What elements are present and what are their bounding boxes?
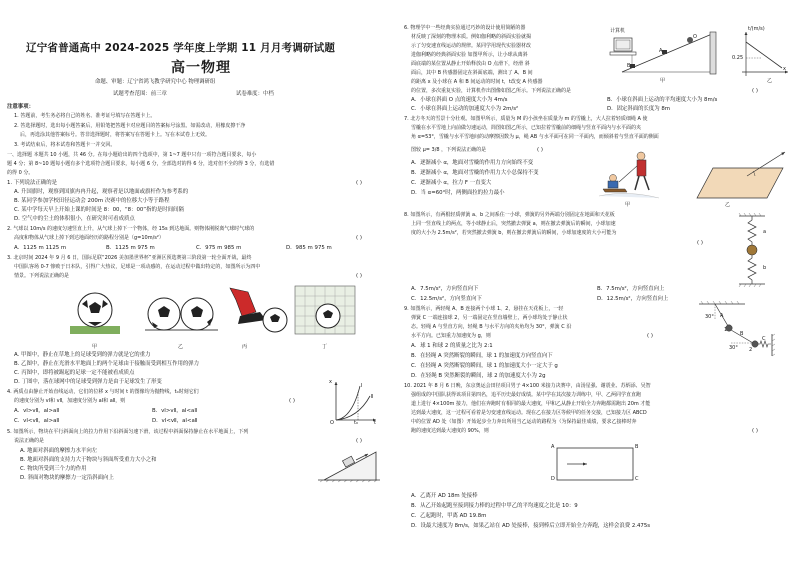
q6-fig-label-o: O — [693, 34, 697, 40]
q5-option-d: D. 斜面对物块的摩擦力一定沿斜面向上 — [20, 475, 114, 481]
q6-stem-line: 进伽利略的经典斜面实验 如图甲所示，让小球从离斜 — [411, 52, 528, 58]
difficulty-label: 试卷难度：中档 — [236, 91, 274, 97]
q8-option-b: B．7.5m/s²，方向竖直向上 — [597, 286, 665, 292]
q6-stem-line: 的距离 x 及小球在 A 和 B 间运动的时间 t，t改变 A 传感器 — [411, 79, 543, 85]
q2-stem-line: 2. 气球以 10m/s 的速度匀速竖直上升，从气球上掉下一个物体，经 15s 到达地面。则物体刚脱离气球时气球的 — [7, 226, 255, 232]
q9-fig-label-b: B — [740, 331, 744, 337]
q8-stem-line: 度的大小为 2.5m/s²，若突然撤去弹簧 b，则在撤去弹簧后的瞬间，小球加速度的大小可能为 — [411, 230, 617, 236]
q8-fig-label-a: a — [763, 229, 767, 235]
q2-option-c: C．975 m 985 m — [196, 245, 242, 251]
q7-stem-line: 角 α=53°，雪橇与水平雪地间的动摩擦因数为 μ，绳 AB 与水平面可在同一平面内，而倾斜着与竖直平面的侧面 — [411, 134, 659, 140]
authors-line: 命题、审题：辽宁省鸿飞教学研究中心 物理调研组 — [95, 79, 216, 85]
q6-stem-line: 材反映了深刻的物理本质。例如伽利略的斜面实验就揭 — [411, 34, 532, 40]
q6-fig-label-jia: 甲 — [660, 78, 666, 84]
q7-option-c: C．逐渐减小 α，拉力 F 一直变大 — [411, 180, 492, 186]
q3-option-d: D. 丁图中，落在球网中的足球受到弹力是由于足球发生了形变 — [14, 379, 162, 385]
q3-label-bing: 丙 — [242, 344, 248, 350]
q4-fig-label-t: t — [374, 420, 376, 426]
q4-fig-label-x: x — [329, 379, 332, 385]
q3-figure-ding-net — [295, 286, 355, 334]
q5-stem-line: 5. 如图所示，物块在平行斜面向上的拉力作用下沿斜面匀速下滑，该过程中斜面保持静止在水平地面上，下列 — [7, 429, 249, 435]
subject-title: 高一物理 — [171, 60, 231, 76]
q1-option-d: D. 空气中的尘土的体积很小，在研究时可看成质点 — [14, 216, 135, 222]
q9-option-c: C．在轻绳 A 突然断裂的瞬间，球 1 的加速度大小一定大于 g — [411, 363, 558, 369]
q10-stem-line: 跑的速度达到最大速度的 90%，则 — [411, 428, 489, 434]
q6-fig-label-b: B — [627, 63, 631, 69]
q7-figure-jia-sled — [599, 152, 659, 198]
q9-fig-label-c: C — [762, 336, 766, 342]
q6-option-b: B．小球在斜面上运动的平均速度大小为 8m/s — [607, 97, 718, 103]
note-item: 后，再选涂其他答案标号。答非选择题时，将答案写在答题卡上。写在本试卷上无效。 — [20, 132, 211, 138]
q4-fig-label-origin: O — [330, 420, 334, 426]
q7-answer-paren: ( ) — [537, 147, 543, 153]
q10-option-d: D．设最大速度为 8m/s，如果乙站在 AD 处接棒，接到棒后立即开始全力奔跑，这样会浪费 2.475s — [411, 523, 651, 529]
q9-fig-label-angle-a: 30° — [705, 314, 714, 320]
q1-answer-paren: ( ) — [356, 180, 362, 186]
q4-option-d: D．vⅠ<vⅡ，aⅠ<aⅡ — [152, 418, 198, 424]
q9-option-b: B．在轻绳 A 突然断裂的瞬间，球 1 的加速度方向竖直向下 — [411, 353, 553, 359]
q6-stem-line: 面后，其中 B 传感器固定在斜面底端，测出了 A、B 间 — [411, 70, 533, 76]
q4-option-a: A．vⅠ>vⅡ，aⅠ>aⅡ — [14, 408, 59, 414]
q3-label-yi: 乙 — [178, 344, 184, 350]
q6-fig-label-computer: 计算机 — [610, 28, 626, 34]
q10-option-a: A．乙离开 AD 18m 处接棒 — [411, 493, 478, 499]
q8-option-d: D．12.5m/s²，方向竖直向上 — [597, 296, 669, 302]
q6-answer-paren: ( ) — [752, 88, 758, 94]
q5-option-c: C. 物块所受到三个力的作用 — [20, 466, 87, 472]
q3-option-a: A. 甲图中，静止在草地上的足球受到的弹力就是它的重力 — [14, 352, 151, 358]
q3-figure-jia-ball — [70, 293, 120, 334]
q4-xt-graph — [328, 380, 378, 426]
q10-stem-line: 10. 2021 年 8 月 6 日晚，东京奥运会田径项目男子 4×100 米接力决赛中，由汤星强、谢震业、苏炳添、吴智 — [404, 383, 651, 389]
q9-stem-line: 弹簧 C 一端连接球 2，另一端固定在竖直墙壁上，两小球均处于静止状 — [411, 315, 568, 321]
q6-stem-line: 面底端的某位置从静止开始释放由 O 点滑下，经滑 斜 — [411, 61, 530, 67]
notes-heading: 注意事项： — [7, 104, 34, 110]
q6-stem-line: 示了匀变速直线运动的规律。某同学用现代实验器材改 — [411, 43, 532, 49]
q4-answer-paren: ( ) — [289, 398, 295, 404]
q9-answer-paren: ( ) — [647, 333, 653, 339]
q7-stem-line: 图较 μ= 3/8 ，下列说法正确的是 — [411, 147, 487, 153]
q10-stem-line: 道上进行 4×100m 接力，他们在奔跑时有相同的最大速度，甲和乙从静止开始全力奔跑都需跑出 20m 才能 — [411, 401, 651, 407]
q2-answer-paren: ( ) — [356, 235, 362, 241]
q2-option-b: B．1125 m 975 m — [106, 245, 155, 251]
q3-stem-line: 情景。下列说法正确的是 — [14, 273, 70, 279]
q6-fig-label-yi: 乙 — [767, 78, 773, 84]
q9-stem-line: 9. 如图所示，两轻绳 A、B 连接两个小球 1、2，悬挂在天花板上，一轻 — [404, 306, 564, 312]
q8-spring-figure — [737, 212, 767, 288]
q8-answer-paren: ( ) — [697, 240, 703, 246]
q3-stem-line: 3. 北京时间 2024 年 9 月 6 日，国际足联“2026 美加墨世界杯”亚洲区预选赛第三阶段第一轮全面开战，最终 — [7, 255, 252, 261]
q3-option-c: C. 丙图中，即将被踢起的足球一定不能被看成质点 — [14, 370, 135, 376]
q6-figure — [602, 28, 792, 86]
q7-option-b: B．逐渐减小 α，地面对雪橇的作用力大小总保持不变 — [411, 170, 539, 176]
q10-fig-label-a: A — [551, 444, 555, 450]
note-item: 2. 答选择题时，选出每小题答案后，用铅笔把答题卡对应题目的答案标号涂黑。如需改动，用橡皮擦干净 — [14, 123, 246, 129]
q7-label-jia: 甲 — [625, 202, 631, 208]
q5-incline-figure — [318, 444, 380, 484]
q3-label-jia: 甲 — [92, 344, 98, 350]
section-intro: 题 4 分；第 8~10 题每小题有多个选项符合题目要求，每小题 6 分，全部选对的得 6 分，选对但不全的得 3 分，有选错 — [7, 161, 275, 167]
exam-title: 辽宁省普通高中 2024-2025 学年度上学期 11 月月考调研试题 — [26, 42, 336, 54]
q5-stem-line: 说法正确的是 — [14, 438, 45, 444]
q1-option-a: A. 升国旗时，观察到国旗冉冉升起，观察者是以地面或旗杆作为参考系的 — [14, 189, 189, 195]
q5-option-b: B. 地面对斜面的支持力大于物块与斜面所受重力大小之和 — [20, 457, 157, 463]
q4-stem-line: 的速度分别为 vⅠ和 vⅡ，加速度分别为 aⅠ和 aⅡ，则 — [14, 398, 126, 404]
q9-fig-label-ball-1: 1 — [724, 327, 728, 333]
q8-fig-label-b: b — [763, 265, 767, 271]
q7-label-yi: 乙 — [725, 202, 731, 208]
q3-figure-bing-kick — [230, 288, 287, 332]
q9-option-a: A．球 1 和球 2 的质量之比为 2:1 — [411, 343, 493, 349]
q6-fig-label-value: 0.25 — [732, 55, 744, 61]
scope-label: 试题考查范围：前三章 — [113, 91, 167, 97]
q9-option-d: D．在轻绳 B 突然断裂的瞬间，球 2 的加速度大小为 2g — [411, 373, 546, 379]
q3-answer-paren: ( ) — [356, 273, 362, 279]
q7-figure-yi-diagram — [697, 152, 785, 198]
q9-figure — [695, 300, 777, 370]
q6-fig-label-axis: t/(m/s) — [748, 26, 765, 32]
q5-answer-paren: ( ) — [356, 438, 362, 444]
q9-stem-line: 态。轻绳 A 与竖直方向，轻绳 B 与水平方向的夹角均为 30°，弹簧 C 沿 — [411, 324, 572, 330]
q7-stem-line: 7. 北方冬天的雪景十分壮观。如图甲所示，质量为 M 的小孩坐在质量为 m 的雪橇上，大人拉着轻质细绳 A 使 — [404, 116, 648, 122]
q3-option-b: B. 乙图中，静止在光滑水平地面上的两个足球由于接触而受到相互作用的弹力 — [14, 361, 200, 367]
q10-stem-line: 强组成的中国队获得该项目第四名，追平历史最好成绩。某中学在其次接力训练中，甲、乙两同学直直跑 — [411, 392, 642, 398]
q3-stem-line: 中国队客场 0-7 惨败于日本队，引得广大热议，足球是一项动感的，在运动过程中做出特定的，如图所示为四中 — [14, 264, 261, 270]
q3-figure — [70, 282, 360, 342]
q10-fig-label-c: C — [635, 476, 639, 482]
q4-fig-label-curve-1: Ⅰ — [361, 383, 363, 389]
q8-stem-line: 8. 如图所示，有两根轻质弹簧 a、b 之间系住一小球，弹簧的另外两端分别固定在地面和天花板 — [404, 212, 615, 218]
q5-option-a: A. 地面对斜面的摩擦力水平向左 — [20, 448, 98, 454]
q10-option-c: C．乙起跑时，甲离 AD 19.8m — [411, 513, 487, 519]
q4-stem-line: 4. 两质点由静止开始直线运动，它们的位移 x 与时间 t 的图像均为抛物线，t₀时刻它们 — [7, 389, 199, 395]
section-intro: 的得 0 分。 — [7, 170, 34, 176]
q3-label-ding: 丁 — [322, 344, 328, 350]
q7-stem-line: 雪橇在水平雪地上向前做匀速运动，简图如图乙所示，已知拉着雪橇前的细绳与竖直平面内与水平面的夹 — [411, 125, 642, 131]
q10-option-b: B．从乙开始起跑至接到接力棒的过程中甲乙的平均速度之比是 10：9 — [411, 503, 578, 509]
q2-option-a: A．1125 m 1125 m — [14, 245, 67, 251]
q9-fig-label-a: A — [720, 313, 724, 319]
q10-answer-paren: ( ) — [752, 428, 758, 434]
q7-option-d: D．当 α=60°时，两侧面拉的拉力最小 — [411, 190, 505, 196]
q4-fig-label-curve-2: Ⅱ — [371, 394, 374, 400]
q1-stem: 1. 下列说法正确的是 — [7, 180, 57, 186]
q10-relay-zone-figure — [547, 440, 647, 488]
q8-option-c: C．12.5m/s²，方向竖直向下 — [411, 296, 482, 302]
q9-stem-line: 水平方向。已知重力加速度为 g，则 — [411, 333, 491, 339]
q6-option-c: C．小球在斜面上运动的加速度大小为 2m/s² — [411, 106, 519, 112]
q7-figure — [597, 146, 787, 208]
section-intro: 一、选择题 本题共 10 小题，共 46 分。在每小题给出的四个选项中，第 1~7 题中只有一项符合题目要求，每小 — [7, 152, 257, 158]
q10-fig-label-d: D — [551, 476, 555, 482]
q10-stem-line: 达到最大速度，这一过程可看着是匀变速直线运动。现在乙在接力区等候甲的任务交接，已知接力区 ABCD — [411, 410, 647, 416]
note-item: 3. 考试结束后，将本试卷和答题卡一并交回。 — [14, 142, 116, 148]
q2-stem-line: 高度和物体从气球上掉下到达地面经历的路程分别是（g=10m/s²） — [14, 235, 164, 241]
q7-option-a: A．逐渐减小 α，地面对雪橇的作用力方向始终不变 — [411, 160, 534, 166]
q1-option-c: C. 某中学每天早上开始上课的时间是 8：00，“8：00”指的是时间间隔 — [14, 207, 184, 213]
q4-option-b: B．vⅠ>vⅡ，aⅠ<aⅡ — [152, 408, 197, 414]
q9-fig-label-angle-b: 30° — [729, 345, 738, 351]
q3-figure-yi-balls — [145, 298, 218, 330]
q6-fig-label-a: A — [659, 48, 663, 54]
q1-option-b: B. 某同学参加学校田径运动会 200m 决赛中的位移大小等于路程 — [14, 198, 170, 204]
q6-option-d: D．固定斜面的长度为 8m — [607, 106, 671, 112]
q6-fig-label-x: x — [783, 66, 786, 72]
note-item: 1. 答题前，考生务必将自己的姓名、准考证号填写在答题卡上。 — [14, 113, 156, 119]
q8-stem-line: 上同一竖直线上的两点，等小球静止后，突然撤去弹簧 a，则在撤去弹簧后的瞬间，小球加速 — [411, 221, 616, 227]
q6-option-a: A．小球在斜面 O 点的速度大小为 4m/s — [411, 97, 508, 103]
q10-fig-label-b: B — [635, 444, 639, 450]
q2-option-d: D．985 m 975 m — [286, 245, 332, 251]
q6-stem-line: 6. 物理学中一些经典实验通过巧妙的设计使用简陋的器 — [404, 25, 526, 31]
q8-option-a: A．7.5m/s²，方向竖直向下 — [411, 286, 479, 292]
q10-stem-line: 中的位置 AD 处（如图）开始起步全力奔出所用当乙运动的路程为（为保持最佳成绩，要求乙接棒时奔 — [411, 419, 637, 425]
q9-fig-label-ball-2: 2 — [749, 347, 753, 353]
q6-stem-line: 的位置，多次重复实验，计算机作出图像如图乙所示。下列说法正确的是 — [411, 88, 572, 94]
q4-option-c: C．vⅠ<vⅡ，aⅠ>aⅡ — [14, 418, 60, 424]
q4-fig-label-t0: t₀ — [354, 420, 358, 426]
